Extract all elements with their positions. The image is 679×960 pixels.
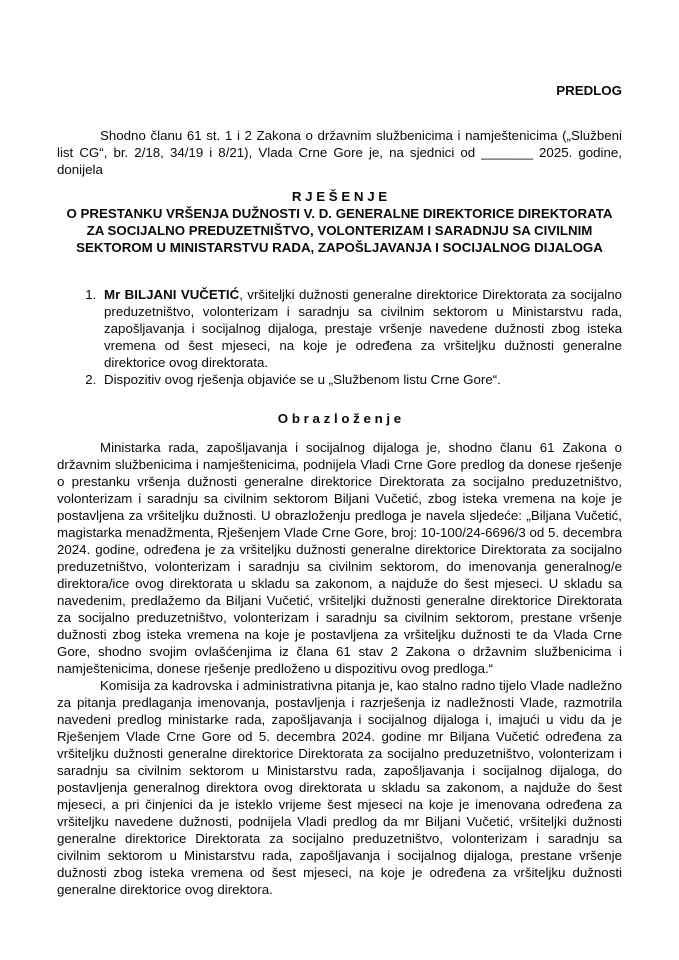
decision-item-2-text: Dispozitiv ovog rješenja objaviće se u „Službenom listu Crne Gore“. [104,372,501,387]
decision-items [57,286,622,388]
decision-item-1 [100,286,622,371]
decision-item-2 [100,371,622,388]
decision-subtitle: O PRESTANKU VRŠENJA DUŽNOSTI V. D. GENERALNE DIREKTORICE DIREKTORATA ZA SOCIJALNO PREDUZETNIŠTVO, VOLONTERIZAM I SARADNJU SA CIVILNIM SEKTOROM U MINISTARSTVU RADA, ZAPOŠLJAVANJA I SOCIJALNOG DIJALOGA [66,206,613,255]
person-name: Mr BILJANI VUČETIĆ [104,287,240,302]
reasoning-paragraph-2: Komisija za kadrovska i administrativna pitanja je, kao stalno radno tijelo Vlade nadležno za pitanja predlaganja imenovanja, postavljenja i razrješenja iz nadležnosti Vlade, razmotrila navedeni predlog ministarke rada, zapošljavanja i socijalnog dijaloga i, imajući u vidu da je Rješenjem Vlade Crne Gore od 5. decembra 2024. godine mr Biljana Vučetić određena za vršiteljku dužnosti generalne direktorice Direktorata za socijalno preduzetništvo, volonterizam i saradnju sa civilnim sektorom u Ministarstvu rada, zapošljavanja i socijalnog dijaloga, do postavljenja generalnog direktora ovog direktorata u skladu sa zakonom, a najduže do šest mjeseci, a pri činjenici da je isteklo vrijeme šest mjeseci na koje je imenovana određena za vršiteljku navedene dužnosti, podnijela Vladi predlog da mr Biljani Vučetić, vršiteljki dužnosti generalne direktorice Direktorata za socijalno preduzetništvo, volonterizam i saradnju sa civilnim sektorom u Ministarstvu rada, zapošljavanja i socijalnog dijaloga, prestane vršenje dužnosti zbog isteka vremena od šest mjeseci, na koje je određena za vršiteljku dužnosti generalne direktorice ovog direktora. [57,678,622,897]
reasoning-paragraph-1: Ministarka rada, zapošljavanja i socijalnog dijaloga je, shodno članu 61 Zakona o državnim službenicima i namještenicima, podnijela Vladi Crne Gore predlog da donese rješenje o prestanku vršenja dužnosti generalne direktorice Direktorata za socijalno preduzetništvo, volonterizam i saradnju sa civilnim sektorom Biljani Vučetić, zbog isteka vremena na koje je postavljena za vršiteljku dužnosti. U obrazloženju predloga je navela sljedeće: „Biljana Vučetić, magistarka menadžmenta, Rješenjem Vlade Crne Gore, broj: 10-100/24-6696/3 od 5. decembra 2024. godine, određena je za vršiteljku dužnosti generalne direktorice Direktorata za socijalno preduzetništvo, volonterizam i saradnju sa civilnim sektorom, do imenovanja generalnog/e direktora/ice ovog direktorata u skladu sa zakonom, a najduže do šest mjeseci. U skladu sa navedenim, predlažemo da Biljani Vučetić, vršiteljki dužnosti generalne direktorice Direktorata za socijalno preduzetništvo, volonterizam i saradnju sa civilnim sektorom, prestane vršenje dužnosti zbog isteka vremena na koje je postavljena za vršiteljku dužnosti te da Vlada Crne Gore, shodno svojim ovlašćenjima iz člana 61 stav 2 Zakona o državnim službenicima i namještenicima, donese rješenje predloženo u dispozitivu ovog predloga.“ [57,440,622,676]
document-tag-predlog: PREDLOG [556,83,622,98]
decision-title: R J E Š E N J E [291,189,388,204]
reasoning-title: O b r a z l o ž e n j e [277,411,402,426]
decision-item-1-text: , vršiteljki dužnosti generalne direktorice Direktorata za socijalno preduzetništvo, volonterizam i saradnju sa civilnim sektorom u Ministarstvu rada, zapošljavanja i socijalnog dijaloga, prestaje vršenje navedene dužnosti zbog isteka vremena od šest mjeseci, na koje je određena za vršiteljku dužnosti generalne direktorice ovog direktorata. [104,287,622,370]
intro-paragraph: Shodno članu 61 st. 1 i 2 Zakona o državnim službenicima i namještenicima („Službeni list CG“, br. 2/18, 34/19 i 8/21), Vlada Crne Gore je, na sjednici od _______ 2025. godine, donijela [57,128,622,177]
